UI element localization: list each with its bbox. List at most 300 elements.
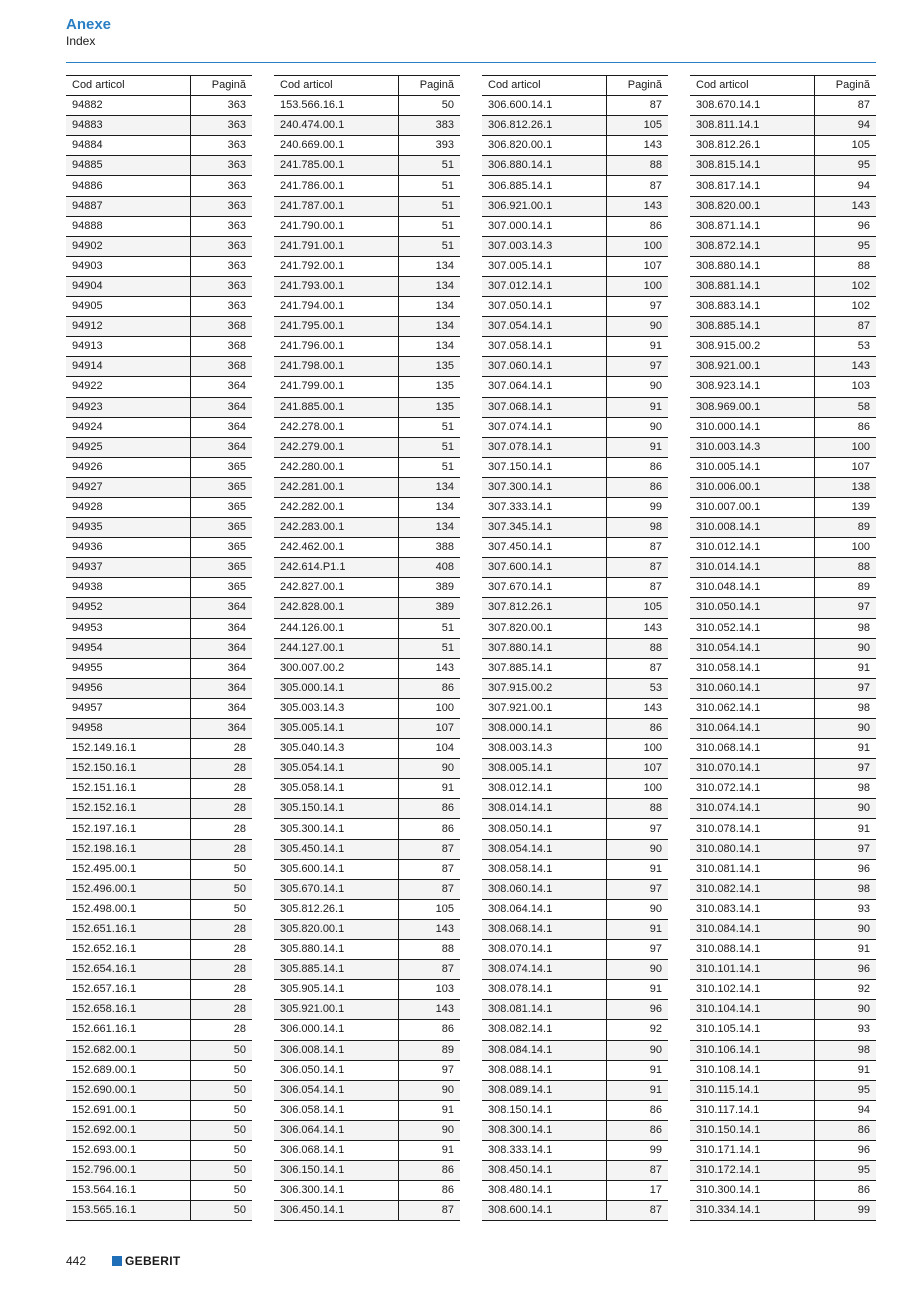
- article-code: 307.915.00.2: [482, 678, 606, 698]
- table-row: [482, 759, 668, 779]
- table-row: [690, 116, 876, 136]
- article-code: 308.000.14.1: [482, 719, 606, 739]
- page-reference: 87: [398, 839, 460, 859]
- article-code: 310.007.00.1: [690, 497, 814, 517]
- table-row: [482, 457, 668, 477]
- page-reference: 364: [190, 618, 252, 638]
- article-code: 310.088.14.1: [690, 940, 814, 960]
- article-code: 241.885.00.1: [274, 397, 398, 417]
- table-row: [690, 297, 876, 317]
- table-row: [690, 538, 876, 558]
- article-code: 307.060.14.1: [482, 357, 606, 377]
- page-reference: 94: [814, 116, 876, 136]
- article-code: 152.150.16.1: [66, 759, 190, 779]
- table-row: [274, 578, 460, 598]
- article-code: 308.060.14.1: [482, 879, 606, 899]
- page-reference: 135: [398, 397, 460, 417]
- page-reference: 94: [814, 176, 876, 196]
- table-row: [66, 136, 252, 156]
- article-code: 308.089.14.1: [482, 1080, 606, 1100]
- table-row: [482, 276, 668, 296]
- table-row: [274, 698, 460, 718]
- article-code: 308.921.00.1: [690, 357, 814, 377]
- article-code: 308.014.14.1: [482, 799, 606, 819]
- table-row: [66, 578, 252, 598]
- page-reference: 143: [606, 196, 668, 216]
- page-reference: 17: [606, 1181, 668, 1201]
- table-row: [66, 317, 252, 337]
- article-code: 305.005.14.1: [274, 719, 398, 739]
- table-row: [66, 437, 252, 457]
- table-row: [482, 558, 668, 578]
- article-code: 306.000.14.1: [274, 1020, 398, 1040]
- table-row: [66, 156, 252, 176]
- table-row: [482, 236, 668, 256]
- page-reference: 28: [190, 1020, 252, 1040]
- table-row: [690, 136, 876, 156]
- page-reference: 90: [606, 417, 668, 437]
- page-reference: 93: [814, 1020, 876, 1040]
- page-reference: 50: [190, 1120, 252, 1140]
- table-row: [690, 819, 876, 839]
- table-row: [66, 1020, 252, 1040]
- page-reference: 97: [606, 879, 668, 899]
- table-row: [274, 1020, 460, 1040]
- table-row: [482, 156, 668, 176]
- article-code: 307.820.00.1: [482, 618, 606, 638]
- page-reference: 91: [398, 1140, 460, 1160]
- table-row: [66, 116, 252, 136]
- table-row: [66, 276, 252, 296]
- page-reference: 87: [398, 859, 460, 879]
- page-reference: 99: [814, 1201, 876, 1221]
- page-reference: 134: [398, 297, 460, 317]
- table-row: [482, 176, 668, 196]
- page-reference: 51: [398, 417, 460, 437]
- page-reference: 91: [814, 739, 876, 759]
- table-row: [274, 518, 460, 538]
- table-row: [690, 719, 876, 739]
- page-reference: 365: [190, 538, 252, 558]
- table-row: [690, 397, 876, 417]
- index-table: [482, 75, 668, 1221]
- header-page: Pagină: [190, 76, 252, 96]
- page-reference: 363: [190, 256, 252, 276]
- page-reference: 134: [398, 317, 460, 337]
- table-row: [274, 919, 460, 939]
- page-reference: 134: [398, 477, 460, 497]
- page-reference: 28: [190, 839, 252, 859]
- header-page: Pagină: [606, 76, 668, 96]
- article-code: 308.811.14.1: [690, 116, 814, 136]
- article-code: 307.885.14.1: [482, 658, 606, 678]
- table-row: [690, 1040, 876, 1060]
- page-reference: 365: [190, 477, 252, 497]
- table-row: [66, 598, 252, 618]
- page-reference: 99: [606, 1140, 668, 1160]
- article-code: 152.661.16.1: [66, 1020, 190, 1040]
- page-reference: 143: [398, 658, 460, 678]
- page-reference: 95: [814, 1080, 876, 1100]
- table-row: [274, 1040, 460, 1060]
- article-code: 310.008.14.1: [690, 518, 814, 538]
- table-row: [66, 417, 252, 437]
- table-row: [482, 497, 668, 517]
- header-code: Cod articol: [482, 76, 606, 96]
- table-row: [482, 116, 668, 136]
- article-code: 310.058.14.1: [690, 658, 814, 678]
- article-code: 307.150.14.1: [482, 457, 606, 477]
- article-code: 305.003.14.3: [274, 698, 398, 718]
- brand-square-icon: [112, 1256, 122, 1266]
- article-code: 310.081.14.1: [690, 859, 814, 879]
- article-code: 308.923.14.1: [690, 377, 814, 397]
- page-reference: 50: [190, 1140, 252, 1160]
- table-row: [66, 980, 252, 1000]
- article-code: 94928: [66, 497, 190, 517]
- article-code: 305.450.14.1: [274, 839, 398, 859]
- page-reference: 86: [398, 678, 460, 698]
- article-code: 308.084.14.1: [482, 1040, 606, 1060]
- table-row: [690, 1201, 876, 1221]
- table-row: [482, 357, 668, 377]
- article-code: 306.820.00.1: [482, 136, 606, 156]
- article-code: 152.689.00.1: [66, 1060, 190, 1080]
- page-reference: 90: [814, 719, 876, 739]
- table-row: [274, 759, 460, 779]
- article-code: 305.054.14.1: [274, 759, 398, 779]
- article-code: 305.812.26.1: [274, 899, 398, 919]
- table-row: [690, 558, 876, 578]
- article-code: 241.791.00.1: [274, 236, 398, 256]
- article-code: 241.796.00.1: [274, 337, 398, 357]
- page-reference: 364: [190, 678, 252, 698]
- page-reference: 368: [190, 357, 252, 377]
- article-code: 241.792.00.1: [274, 256, 398, 276]
- article-code: 94904: [66, 276, 190, 296]
- article-code: 307.050.14.1: [482, 297, 606, 317]
- table-row: [66, 899, 252, 919]
- page-reference: 86: [398, 1020, 460, 1040]
- page-reference: 50: [190, 1060, 252, 1080]
- table-row: [274, 1140, 460, 1160]
- article-code: 94884: [66, 136, 190, 156]
- table-row: [690, 196, 876, 216]
- table-row: [690, 1060, 876, 1080]
- table-row: [66, 919, 252, 939]
- article-code: 241.785.00.1: [274, 156, 398, 176]
- table-row: [274, 819, 460, 839]
- table-row: [66, 719, 252, 739]
- article-code: 306.880.14.1: [482, 156, 606, 176]
- table-row: [482, 96, 668, 116]
- article-code: 307.600.14.1: [482, 558, 606, 578]
- table-row: [66, 698, 252, 718]
- article-code: 153.566.16.1: [274, 96, 398, 116]
- page-reference: 388: [398, 538, 460, 558]
- table-row: [274, 980, 460, 1000]
- page-reference: 91: [814, 819, 876, 839]
- table-header-row: [66, 76, 252, 96]
- page-reference: 105: [606, 598, 668, 618]
- page-reference: 91: [814, 940, 876, 960]
- table-row: [482, 819, 668, 839]
- page-reference: 28: [190, 759, 252, 779]
- table-row: [690, 759, 876, 779]
- page-reference: 91: [606, 980, 668, 1000]
- header-code: Cod articol: [66, 76, 190, 96]
- index-column-4: [690, 75, 876, 1221]
- page-reference: 88: [398, 940, 460, 960]
- table-row: [274, 960, 460, 980]
- page-reference: 368: [190, 317, 252, 337]
- page-reference: 389: [398, 578, 460, 598]
- table-row: [274, 879, 460, 899]
- table-row: [66, 236, 252, 256]
- article-code: 241.793.00.1: [274, 276, 398, 296]
- page-reference: 92: [814, 980, 876, 1000]
- table-row: [274, 236, 460, 256]
- table-row: [690, 1181, 876, 1201]
- page-reference: 87: [606, 578, 668, 598]
- page-reference: 51: [398, 176, 460, 196]
- page-reference: 363: [190, 216, 252, 236]
- article-code: 94903: [66, 256, 190, 276]
- header-code: Cod articol: [690, 76, 814, 96]
- table-row: [274, 1000, 460, 1020]
- article-code: 152.692.00.1: [66, 1120, 190, 1140]
- table-row: [482, 618, 668, 638]
- page-reference: 86: [398, 799, 460, 819]
- page-reference: 28: [190, 980, 252, 1000]
- table-header-row: [690, 76, 876, 96]
- article-code: 310.083.14.1: [690, 899, 814, 919]
- page-reference: 383: [398, 116, 460, 136]
- article-code: 308.872.14.1: [690, 236, 814, 256]
- article-code: 94956: [66, 678, 190, 698]
- page-reference: 95: [814, 156, 876, 176]
- article-code: 240.474.00.1: [274, 116, 398, 136]
- page-reference: 51: [398, 196, 460, 216]
- table-row: [66, 638, 252, 658]
- table-row: [690, 176, 876, 196]
- article-code: 308.480.14.1: [482, 1181, 606, 1201]
- table-row: [274, 477, 460, 497]
- table-row: [482, 638, 668, 658]
- article-code: 308.064.14.1: [482, 899, 606, 919]
- article-code: 310.106.14.1: [690, 1040, 814, 1060]
- table-row: [482, 980, 668, 1000]
- page-reference: 97: [606, 297, 668, 317]
- article-code: 308.070.14.1: [482, 940, 606, 960]
- article-code: 305.880.14.1: [274, 940, 398, 960]
- table-row: [66, 216, 252, 236]
- index-column-3: [482, 75, 668, 1221]
- page-reference: 107: [814, 457, 876, 477]
- article-code: 242.614.P1.1: [274, 558, 398, 578]
- article-code: 306.300.14.1: [274, 1181, 398, 1201]
- article-code: 94952: [66, 598, 190, 618]
- table-row: [274, 899, 460, 919]
- page-reference: 90: [814, 1000, 876, 1020]
- page-reference: 86: [398, 819, 460, 839]
- article-code: 305.921.00.1: [274, 1000, 398, 1020]
- table-row: [690, 256, 876, 276]
- page-reference: 96: [814, 1140, 876, 1160]
- page-reference: 364: [190, 638, 252, 658]
- table-row: [66, 518, 252, 538]
- table-row: [274, 156, 460, 176]
- page-reference: 364: [190, 397, 252, 417]
- article-code: 307.078.14.1: [482, 437, 606, 457]
- page-reference: 389: [398, 598, 460, 618]
- page-reference: 90: [606, 839, 668, 859]
- article-code: 310.172.14.1: [690, 1161, 814, 1181]
- article-code: 94936: [66, 538, 190, 558]
- page-reference: 28: [190, 919, 252, 939]
- index-column-2: [274, 75, 460, 1221]
- page-reference: 107: [606, 759, 668, 779]
- table-row: [274, 859, 460, 879]
- table-row: [690, 678, 876, 698]
- page-reference: 50: [190, 1040, 252, 1060]
- table-row: [66, 879, 252, 899]
- page-reference: 91: [606, 919, 668, 939]
- page-number: 442: [66, 1254, 87, 1268]
- page-reference: 92: [606, 1020, 668, 1040]
- article-code: 94885: [66, 156, 190, 176]
- article-code: 305.058.14.1: [274, 779, 398, 799]
- table-row: [482, 678, 668, 698]
- table-row: [274, 417, 460, 437]
- page-reference: 28: [190, 739, 252, 759]
- article-code: 94957: [66, 698, 190, 718]
- table-row: [690, 1161, 876, 1181]
- table-row: [482, 698, 668, 718]
- table-row: [690, 598, 876, 618]
- index-table: [690, 75, 876, 1221]
- page-reference: 363: [190, 96, 252, 116]
- article-code: 307.812.26.1: [482, 598, 606, 618]
- page-reference: 134: [398, 276, 460, 296]
- table-row: [482, 477, 668, 497]
- article-code: 240.669.00.1: [274, 136, 398, 156]
- table-row: [274, 116, 460, 136]
- table-row: [690, 497, 876, 517]
- article-code: 94953: [66, 618, 190, 638]
- header-page: Pagină: [814, 76, 876, 96]
- page-reference: 143: [606, 136, 668, 156]
- table-row: [274, 1080, 460, 1100]
- table-row: [690, 618, 876, 638]
- table-row: [482, 1000, 668, 1020]
- page-reference: 51: [398, 216, 460, 236]
- table-row: [274, 558, 460, 578]
- article-code: 310.080.14.1: [690, 839, 814, 859]
- table-row: [690, 879, 876, 899]
- article-code: 306.150.14.1: [274, 1161, 398, 1181]
- table-row: [274, 1120, 460, 1140]
- table-row: [482, 719, 668, 739]
- page-reference: 87: [606, 176, 668, 196]
- article-code: 308.058.14.1: [482, 859, 606, 879]
- article-code: 305.040.14.3: [274, 739, 398, 759]
- article-code: 308.969.00.1: [690, 397, 814, 417]
- article-code: 242.283.00.1: [274, 518, 398, 538]
- page-reference: 363: [190, 116, 252, 136]
- page-reference: 87: [398, 960, 460, 980]
- article-code: 310.334.14.1: [690, 1201, 814, 1221]
- table-row: [482, 1100, 668, 1120]
- article-code: 307.068.14.1: [482, 397, 606, 417]
- table-row: [66, 377, 252, 397]
- page-reference: 363: [190, 297, 252, 317]
- article-code: 310.084.14.1: [690, 919, 814, 939]
- page-reference: 50: [190, 1161, 252, 1181]
- article-code: 241.795.00.1: [274, 317, 398, 337]
- page-reference: 143: [606, 618, 668, 638]
- article-code: 242.282.00.1: [274, 497, 398, 517]
- page-reference: 97: [814, 759, 876, 779]
- article-code: 94886: [66, 176, 190, 196]
- article-code: 306.064.14.1: [274, 1120, 398, 1140]
- table-row: [690, 357, 876, 377]
- page-reference: 28: [190, 779, 252, 799]
- page-reference: 364: [190, 437, 252, 457]
- article-code: 308.883.14.1: [690, 297, 814, 317]
- table-row: [690, 779, 876, 799]
- page-reference: 100: [606, 739, 668, 759]
- table-row: [66, 960, 252, 980]
- table-row: [482, 397, 668, 417]
- article-code: 152.651.16.1: [66, 919, 190, 939]
- page-reference: 90: [606, 899, 668, 919]
- page-reference: 97: [814, 598, 876, 618]
- article-code: 308.003.14.3: [482, 739, 606, 759]
- article-code: 310.062.14.1: [690, 698, 814, 718]
- table-row: [482, 919, 668, 939]
- page-reference: 90: [398, 1120, 460, 1140]
- page-reference: 87: [606, 1161, 668, 1181]
- brand-logo: [112, 1254, 180, 1268]
- table-row: [274, 1161, 460, 1181]
- article-code: 152.152.16.1: [66, 799, 190, 819]
- page-reference: 50: [190, 859, 252, 879]
- page-reference: 364: [190, 598, 252, 618]
- page-reference: 105: [606, 116, 668, 136]
- page-reference: 89: [814, 518, 876, 538]
- page-reference: 87: [606, 96, 668, 116]
- article-code: 307.345.14.1: [482, 518, 606, 538]
- table-row: [482, 1161, 668, 1181]
- table-row: [482, 1020, 668, 1040]
- article-code: 152.197.16.1: [66, 819, 190, 839]
- page-reference: 87: [606, 538, 668, 558]
- article-code: 307.054.14.1: [482, 317, 606, 337]
- table-row: [690, 859, 876, 879]
- page-reference: 50: [190, 1201, 252, 1221]
- article-code: 152.498.00.1: [66, 899, 190, 919]
- article-code: 310.117.14.1: [690, 1100, 814, 1120]
- page-reference: 91: [814, 1060, 876, 1080]
- table-row: [274, 96, 460, 116]
- table-row: [482, 879, 668, 899]
- article-code: 308.333.14.1: [482, 1140, 606, 1160]
- article-code: 308.812.26.1: [690, 136, 814, 156]
- article-code: 308.082.14.1: [482, 1020, 606, 1040]
- article-code: 308.050.14.1: [482, 819, 606, 839]
- page-reference: 50: [190, 1100, 252, 1120]
